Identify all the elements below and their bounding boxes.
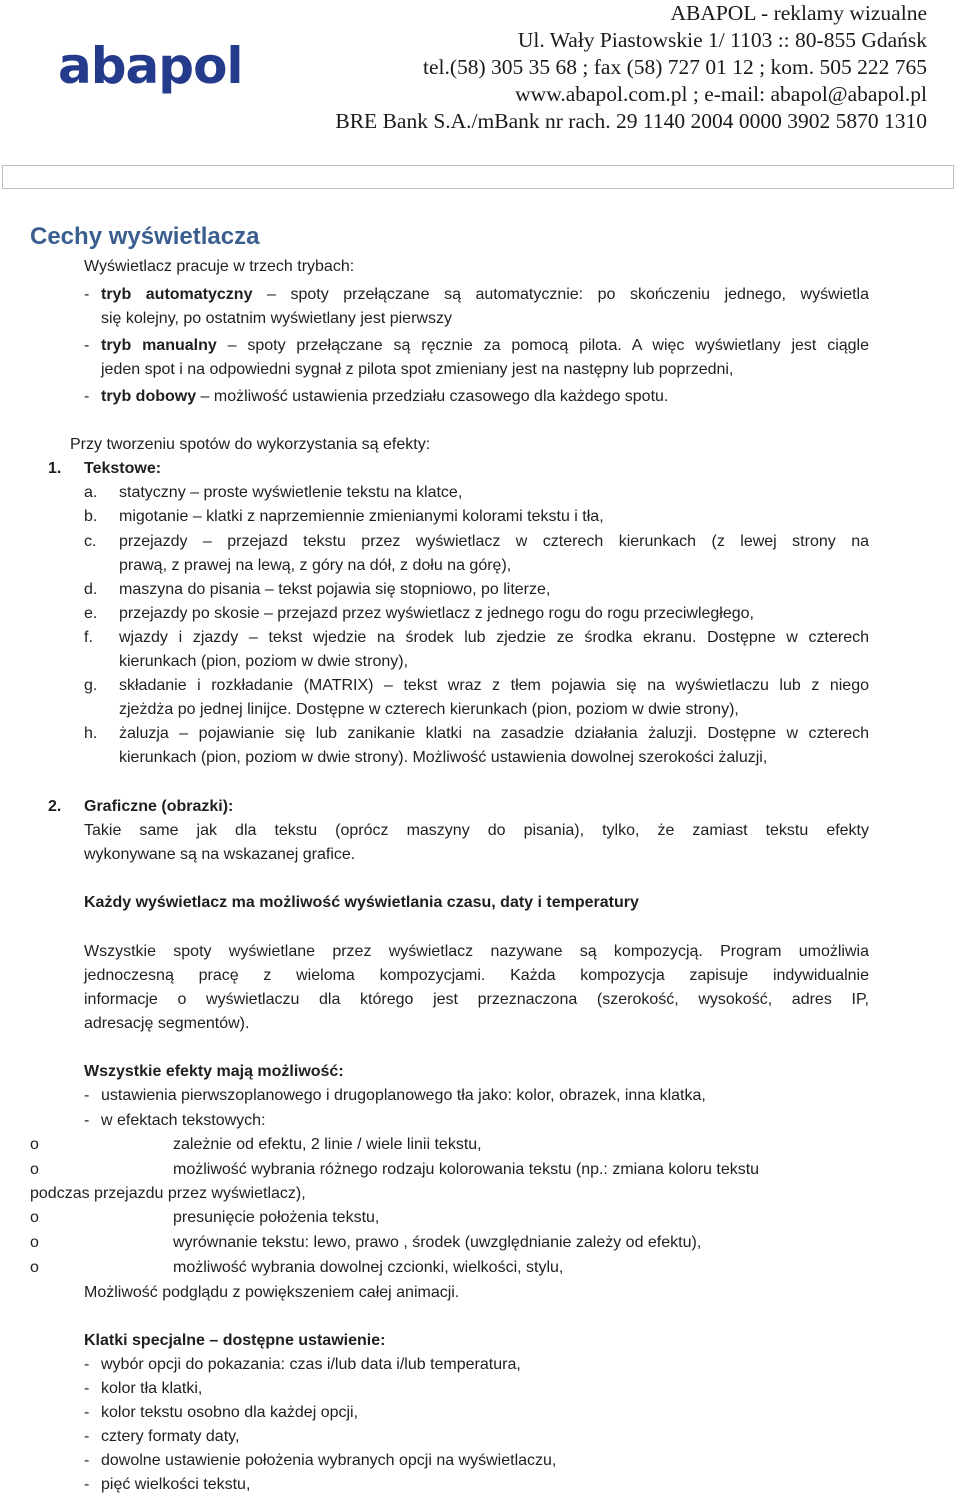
mode-automatic-cont: się kolejny, po ostatnim wyświetlany jest pierwszy: [101, 310, 452, 327]
mode-manual-cont: jeden spot i na odpowiedni sygnał z pilota spot zmieniany jest na następny lub poprzedni,: [101, 361, 734, 378]
preview-note: Możliwość podglądu z powiększeniem całej animacji.: [84, 1284, 460, 1301]
circle-bullet: o: [30, 1209, 39, 1226]
circle-bullet: o: [30, 1259, 39, 1276]
item-letter: g.: [84, 677, 98, 694]
dash-bullet: -: [84, 1428, 90, 1445]
text-effect-option-cont: podczas przejazdu przez wyświetlacz),: [30, 1185, 306, 1202]
section-title-graphics: Graficzne (obrazki):: [84, 798, 234, 815]
effect-slide: wjazdy i zjazdy – tekst wjedzie na środek lub zjedzie ze środka ekranu. Dostępne w czterech: [119, 629, 869, 646]
company-phone: tel.(58) 305 35 68 ; fax (58) 727 01 12 ; kom. 505 222 765: [422, 55, 927, 79]
section-number: 2.: [48, 798, 62, 815]
composition-text: informacje o wyświetlaczu dla którego jest przeznaczona (szerokość, wysokość, adres IP,: [84, 991, 869, 1008]
item-letter: d.: [84, 581, 98, 598]
section-title-text: Tekstowe:: [84, 460, 162, 477]
dash-bullet: -: [84, 337, 90, 354]
company-name: ABAPOL - reklamy wizualne: [670, 1, 927, 25]
item-letter: a.: [84, 484, 98, 501]
intro-text: Wyświetlacz pracuje w trzech trybach:: [84, 258, 355, 275]
effect-matrix: składanie i rozkładanie (MATRIX) – tekst wraz z tłem pojawia się na wyświetlaczu lub z niego: [119, 677, 869, 694]
special-item: kolor tekstu osobno dla każdej opcji,: [101, 1404, 359, 1421]
graphics-desc: Takie same jak dla tekstu (oprócz maszyny do pisania), tylko, że zamiast tekstu efekty: [84, 822, 869, 839]
company-info: [335, 0, 927, 135]
time-date-note: Każdy wyświetlacz ma możliwość wyświetlania czasu, daty i temperatury: [84, 894, 639, 911]
effects-all-item: w efektach tekstowych:: [101, 1112, 266, 1129]
composition-text: adresację segmentów).: [84, 1015, 250, 1032]
text-effect-option: wyrównanie tekstu: lewo, prawo , środek (uwzględnianie zależy od efektu),: [173, 1234, 702, 1251]
circle-bullet: o: [30, 1234, 39, 1251]
empty-frame: [2, 165, 954, 189]
effects-all-title: Wszystkie efekty mają możliwość:: [84, 1063, 344, 1080]
effect-diagonal: przejazdy po skosie – przejazd przez wyświetlacz z jednego rogu do rogu przeciwległego,: [119, 605, 754, 622]
item-letter: b.: [84, 508, 98, 525]
special-item: dowolne ustawienie położenia wybranych opcji na wyświetlaczu,: [101, 1452, 557, 1469]
circle-bullet: o: [30, 1161, 39, 1178]
item-letter: h.: [84, 725, 98, 742]
dash-bullet: -: [84, 388, 90, 405]
special-frames-title: Klatki specjalne – dostępne ustawienie:: [84, 1332, 386, 1349]
effects-intro: Przy tworzeniu spotów do wykorzystania są efekty:: [70, 436, 431, 453]
effect-static: statyczny – proste wyświetlenie tekstu na klatce,: [119, 484, 463, 501]
effect-scroll: przejazdy – przejazd tekstu przez wyświetlacz w czterech kierunkach (z lewej strony na: [119, 533, 869, 550]
effect-scroll-cont: prawą, z prawej na lewą, z góry na dół, z dołu na górę),: [119, 557, 512, 574]
effect-typewriter: maszyna do pisania – tekst pojawia się stopniowo, po literze,: [119, 581, 551, 598]
dash-bullet: -: [84, 1112, 90, 1129]
graphics-desc-cont: wykonywane są na wskazanej grafice.: [84, 846, 356, 863]
effects-all-item: ustawienia pierwszoplanowego i drugoplanowego tła jako: kolor, obrazek, inna klatka,: [101, 1087, 706, 1104]
logo-wordmark: abapol: [58, 37, 243, 95]
composition-text: Wszystkie spoty wyświetlane przez wyświetlacz nazywane są kompozycją. Program umożliwia: [84, 943, 869, 960]
effect-slide-cont: kierunkach (pion, poziom w dwie strony),: [119, 653, 409, 670]
mode-daily: tryb dobowy – możliwość ustawienia przedziału czasowego dla każdego spotu.: [101, 388, 669, 405]
company-web-email: www.abapol.com.pl ; e-mail: abapol@abapol.pl: [515, 82, 927, 106]
text-effect-option: presunięcie położenia tekstu,: [173, 1209, 380, 1226]
dash-bullet: -: [84, 1087, 90, 1104]
dash-bullet: -: [84, 1404, 90, 1421]
item-letter: e.: [84, 605, 98, 622]
dash-bullet: -: [84, 1356, 90, 1373]
text-effect-option: zależnie od efektu, 2 linie / wiele linii tekstu,: [173, 1136, 482, 1153]
text-effect-option: możliwość wybrania dowolnej czcionki, wielkości, stylu,: [173, 1259, 564, 1276]
special-item: kolor tła klatki,: [101, 1380, 203, 1397]
text-effect-option: możliwość wybrania różnego rodzaju kolorowania tekstu (np.: zmiana koloru tekstu: [173, 1161, 760, 1178]
circle-bullet: o: [30, 1136, 39, 1153]
effect-blinds: żaluzja – pojawianie się lub zanikanie klatki na zasadzie działania żaluzji. Dostępne w czterech: [119, 725, 869, 742]
dash-bullet: -: [84, 1476, 90, 1493]
mode-manual: tryb manualny – spoty przełączane są ręcznie za pomocą pilota. A więc wyświetlany jest ciągle: [101, 337, 869, 354]
effect-blink: migotanie – klatki z naprzemiennie zmienianymi kolorami tekstu i tła,: [119, 508, 604, 525]
special-item: wybór opcji do pokazania: czas i/lub data i/lub temperatura,: [101, 1356, 521, 1373]
company-address: Ul. Wały Piastowskie 1/ 1103 :: 80-855 Gdańsk: [517, 28, 927, 52]
special-item: pięć wielkości tekstu,: [101, 1476, 251, 1493]
special-item: cztery formaty daty,: [101, 1428, 240, 1445]
effect-blinds-cont: kierunkach (pion, poziom w dwie strony). Możliwość ustawienia dowolnej szerokości żaluzji,: [119, 749, 768, 766]
item-letter: f.: [84, 629, 93, 646]
effect-matrix-cont: zjeżdża po jednej linijce. Dostępne w czterech kierunkach (pion, poziom w dwie strony),: [119, 701, 739, 718]
letterhead: [0, 0, 960, 140]
mode-automatic: tryb automatyczny – spoty przełączane są automatycznie: po skończeniu jednego, wyświetla: [101, 286, 869, 303]
dash-bullet: -: [84, 286, 90, 303]
dash-bullet: -: [84, 1452, 90, 1469]
dash-bullet: -: [84, 1380, 90, 1397]
section-number: 1.: [48, 460, 62, 477]
page-title: Cechy wyświetlacza: [30, 223, 260, 250]
company-bank: BRE Bank S.A./mBank nr rach. 29 1140 2004 0000 3902 5870 1310: [335, 109, 927, 133]
abapol-logo: [58, 38, 288, 94]
item-letter: c.: [84, 533, 97, 550]
composition-text: jednoczesną pracę z wieloma kompozycjami. Każda kompozycja zapisuje indywidualnie: [84, 967, 869, 984]
